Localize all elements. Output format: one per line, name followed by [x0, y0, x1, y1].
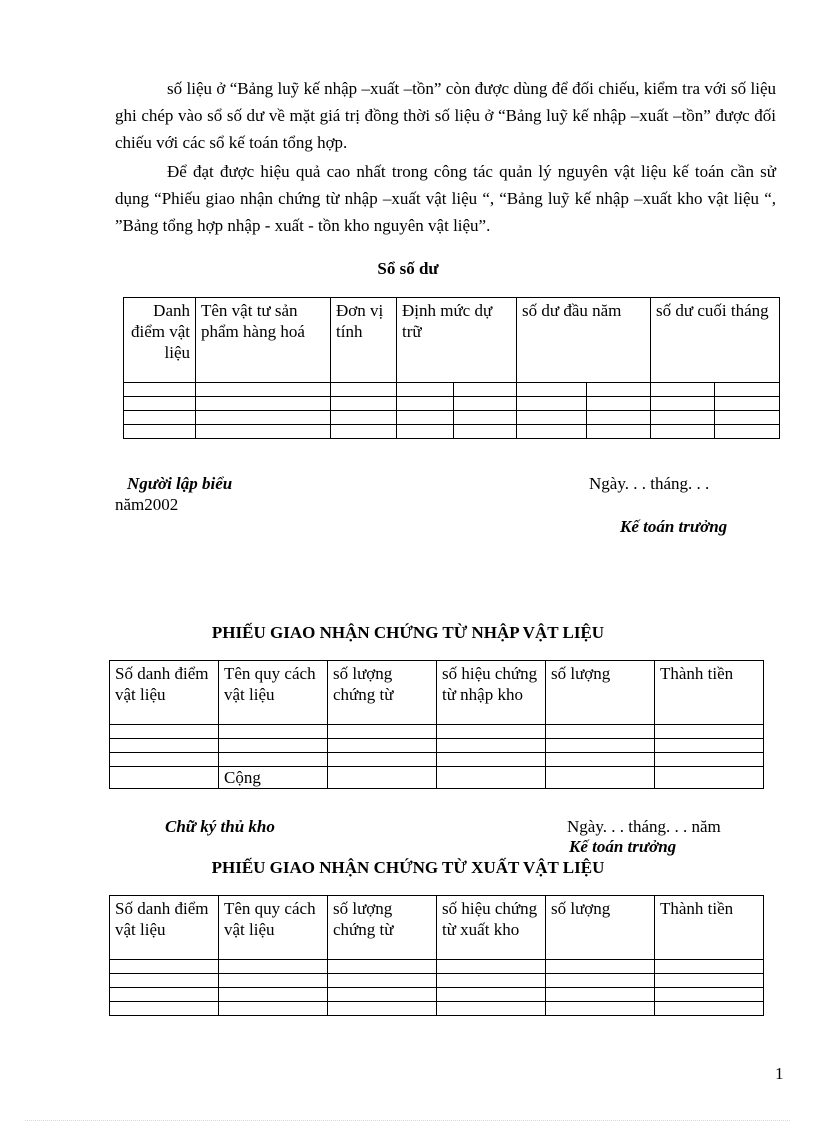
table-header-row — [124, 298, 780, 383]
header-cell: Số danh điểm vật liệu — [110, 896, 219, 960]
signature-thu-kho: Chữ ký thủ kho — [165, 817, 275, 836]
header-cell: số hiệu chứng từ nhập kho — [437, 661, 546, 725]
table-row — [110, 974, 764, 988]
phieu-xuat-title: PHIẾU GIAO NHẬN CHỨNG TỪ XUẤT VẬT LIỆU — [211, 858, 605, 877]
table-row — [110, 988, 764, 1002]
so-so-du-title: Sổ số dư — [377, 259, 439, 278]
header-cell: số lượng chứng từ — [328, 661, 437, 725]
header-cell: số lượng — [546, 896, 655, 960]
header-cell: Số danh điểm vật liệu — [110, 661, 219, 725]
header-cell: số hiệu chứng từ xuất kho — [437, 896, 546, 960]
header-cell: Thành tiền — [655, 896, 764, 960]
so-so-du-table — [123, 297, 780, 439]
table-total-row — [110, 767, 764, 789]
header-cell: Tên quy cách vật liệu — [219, 661, 328, 725]
footer-divider — [25, 1120, 790, 1121]
header-cell: số lượng — [546, 661, 655, 725]
date-line: Ngày. . . tháng. . . năm — [567, 817, 721, 836]
header-cell: Đơn vị tính — [331, 298, 397, 383]
phieu-xuat-table — [109, 895, 764, 1016]
phieu-nhap-title: PHIẾU GIAO NHẬN CHỨNG TỪ NHẬP VẬT LIỆU — [211, 623, 605, 642]
header-cell: số dư đầu năm — [517, 298, 651, 383]
header-cell: Thành tiền — [655, 661, 764, 725]
phieu-nhap-table — [109, 660, 764, 789]
table-header-row — [110, 661, 764, 725]
year-line: năm2002 — [115, 495, 179, 514]
header-cell: Định mức dự trữ — [397, 298, 517, 383]
table-header-row — [110, 896, 764, 960]
header-cell: số lượng chứng từ — [328, 896, 437, 960]
intro-paragraph-1: số liệu ở “Bảng luỹ kế nhập –xuất –tồn” còn được dùng để đối chiếu, kiểm tra với số liệu ghi chép vào sổ số dư về mặt giá trị đồng thời số liệu ở “Bảng luỹ kế nhập –xuất –tồn” được đối chiếu với các sổ kế toán tổng hợp. — [115, 79, 776, 152]
header-cell: Danh điểm vật liệu — [124, 298, 196, 383]
signature-ke-toan-truong: Kế toán trưởng — [620, 517, 728, 536]
header-cell: số dư cuối tháng — [651, 298, 780, 383]
signature-ke-toan-truong: Kế toán trưởng — [569, 837, 677, 856]
table-row — [124, 425, 780, 439]
table-row — [124, 383, 780, 397]
header-cell: Tên vật tư sản phẩm hàng hoá — [196, 298, 331, 383]
page-number: 1 — [775, 1064, 784, 1083]
signature-nguoi-lap-bieu: Người lập biểu — [127, 474, 233, 493]
table-row — [110, 739, 764, 753]
table-row — [110, 725, 764, 739]
header-cell: Tên quy cách vật liệu — [219, 896, 328, 960]
date-line: Ngày. . . tháng. . . — [589, 474, 710, 493]
intro-paragraph-2: Để đạt được hiệu quả cao nhất trong công tác quản lý nguyên vật liệu kế toán cần sử dụng “Phiếu giao nhận chứng từ nhập –xuất vật liệu “, “Bảng luỹ kế nhập –xuất kho vật liệu “, ”Bảng tổng hợp nhập - xuất - tồn kho nguyên vật liệu”. — [115, 162, 776, 235]
table-row — [110, 1002, 764, 1016]
table-row — [124, 411, 780, 425]
table-row — [110, 960, 764, 974]
total-label: Cộng — [219, 767, 328, 789]
table-row — [110, 753, 764, 767]
table-row — [124, 397, 780, 411]
